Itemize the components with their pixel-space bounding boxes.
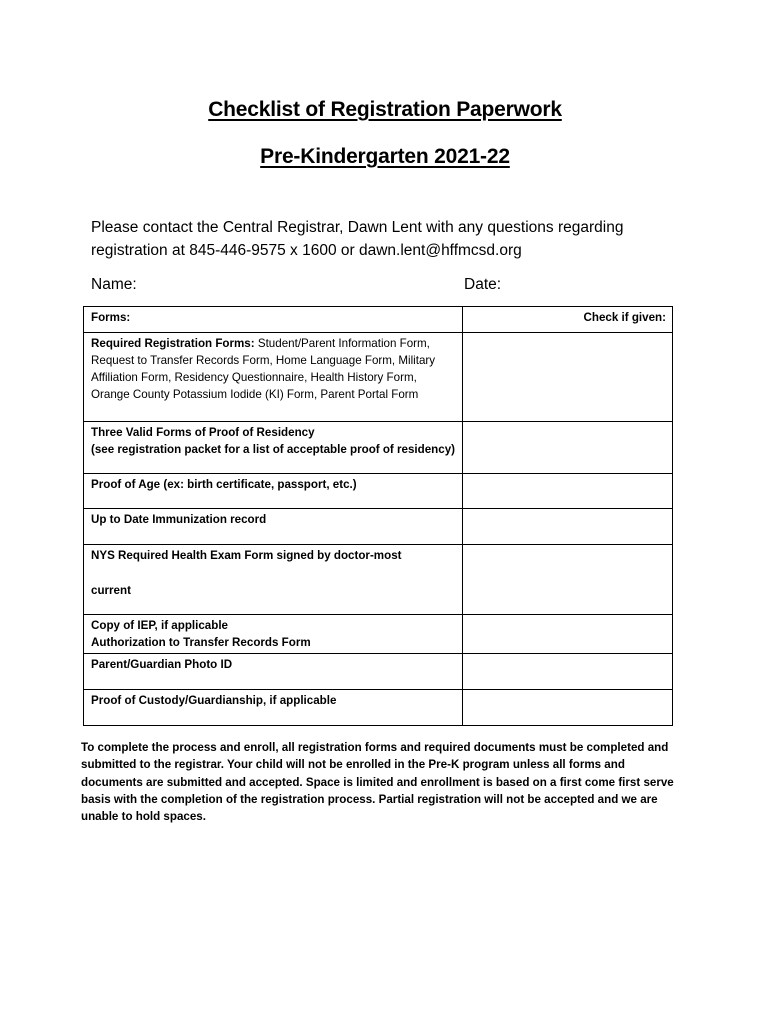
check-box-cell[interactable] xyxy=(462,545,672,615)
date-label: Date: xyxy=(464,276,502,293)
proof-of-age-cell: Proof of Age (ex: birth certificate, passport, etc.) xyxy=(84,474,463,509)
completion-notice xyxy=(81,739,681,825)
health-exam-line-2: current xyxy=(91,584,131,597)
check-box-cell[interactable] xyxy=(462,474,672,509)
required-forms-cell xyxy=(84,333,463,422)
contact-line-1: Please contact the Central Registrar, Dawn Lent with any questions regarding xyxy=(91,219,624,236)
document-subtitle: Pre-Kindergarten 2021-22 xyxy=(260,145,510,168)
document-title: Checklist of Registration Paperwork xyxy=(208,98,562,121)
proof-of-residency-title: Three Valid Forms of Proof of Residency xyxy=(91,426,315,439)
contact-instructions xyxy=(91,216,691,262)
table-row xyxy=(84,474,673,509)
table-row xyxy=(84,333,673,422)
check-box-cell[interactable] xyxy=(462,333,672,422)
table-row xyxy=(84,509,673,545)
registration-checklist-table xyxy=(83,306,673,726)
check-box-cell[interactable] xyxy=(462,654,672,690)
health-exam-cell xyxy=(84,545,463,615)
iep-line: Copy of IEP, if applicable xyxy=(91,619,229,632)
immunization-record-cell: Up to Date Immunization record xyxy=(84,509,463,545)
table-row xyxy=(84,545,673,615)
check-box-cell[interactable] xyxy=(462,422,672,474)
required-forms-list: Student/Parent Information Form, Request to Transfer Records Form, Home Language Form, Military Affiliation Form, Residency Questionnaire, Health History Form, Orange County Potassium Iodide (KI) Form, Parent Portal Form xyxy=(91,337,436,401)
table-row xyxy=(84,654,673,690)
completion-notice-text: To complete the process and enroll, all registration forms and required documents must be completed and submitted to the registrar. Your child will not be enrolled in the Pre-K program unless all forms and documents are submitted and accepted. Space is limited and enrollment is based on a first come first serve basis with the completion of the registration process. Partial registration will not be accepted and we are unable to hold spaces. xyxy=(81,741,674,824)
table-row xyxy=(84,422,673,474)
check-column-header: Check if given: xyxy=(462,307,672,333)
required-forms-heading: Required Registration Forms: xyxy=(91,337,255,350)
proof-of-residency-cell xyxy=(84,422,463,474)
proof-of-residency-note: (see registration packet for a list of acceptable proof of residency) xyxy=(91,443,456,456)
transfer-records-line: Authorization to Transfer Records Form xyxy=(91,636,311,649)
forms-column-header: Forms: xyxy=(84,307,463,333)
iep-cell xyxy=(84,615,463,654)
check-box-cell[interactable] xyxy=(462,690,672,726)
table-header-row xyxy=(84,307,673,333)
name-label: Name: xyxy=(91,276,137,293)
table-row xyxy=(84,690,673,726)
check-box-cell[interactable] xyxy=(462,509,672,545)
photo-id-cell: Parent/Guardian Photo ID xyxy=(84,654,463,690)
table-row xyxy=(84,615,673,654)
health-exam-line-1: NYS Required Health Exam Form signed by doctor-most xyxy=(91,549,402,562)
check-box-cell[interactable] xyxy=(462,615,672,654)
custody-cell: Proof of Custody/Guardianship, if applicable xyxy=(84,690,463,726)
contact-line-2: registration at 845-446-9575 x 1600 or dawn.lent@hffmcsd.org xyxy=(91,242,522,259)
